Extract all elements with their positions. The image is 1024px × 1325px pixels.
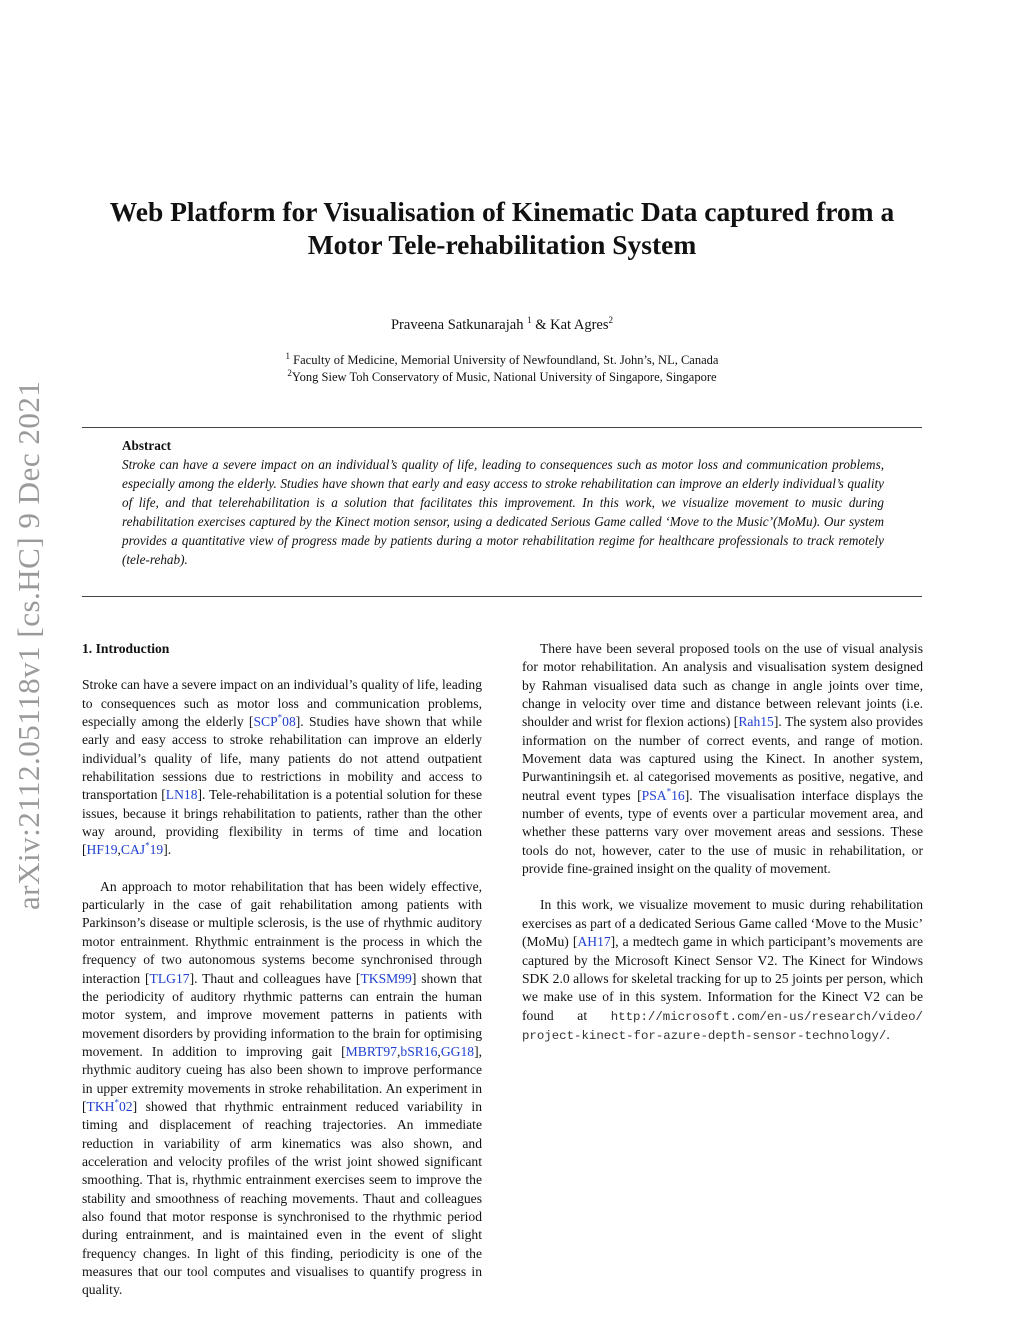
affiliation-1-mark: 1 — [285, 350, 291, 361]
text-span: ]. — [163, 842, 172, 858]
text-span: ], rhythmic auditory cueing has also been shown to improve performance in upper extremity movements in stroke rehabilitation. An experiment in [ — [82, 1043, 482, 1114]
citation-text: 16 — [671, 787, 685, 803]
link-text: project-kinect-for-azure-depth-sensor-technology/ — [522, 1028, 887, 1043]
text-span: . — [886, 1026, 890, 1042]
citation-text: TKH — [86, 1098, 115, 1114]
citation-star: * — [145, 840, 150, 851]
author-1: Praveena Satkunarajah — [390, 317, 524, 333]
intro-paragraph-1 — [82, 676, 482, 859]
citation-bsr16[interactable]: bSR16 — [400, 1043, 438, 1059]
citation-psa16[interactable] — [642, 788, 685, 803]
paper-title — [80, 195, 924, 261]
text-span: ]. The system also provides information on the number of correct events, and range of motion. Movement data was captured using the Kinect. In another system, Purwantiningsih et. al categorised movements as positive, negative, and neutral event types [ — [522, 714, 923, 803]
text-span: , — [437, 1043, 441, 1059]
citation-caj19[interactable] — [121, 842, 163, 857]
right-column-flow — [522, 640, 923, 1045]
intro-paragraph-4 — [522, 896, 923, 1045]
citation-rah15[interactable]: Rah15 — [738, 714, 774, 730]
author-2-affil-mark: 2 — [608, 315, 613, 326]
citation-text: CAJ — [120, 842, 146, 858]
authors — [80, 317, 924, 334]
arxiv-stamp: arXiv:2112.05118v1 [cs.HC] 9 Dec 2021 — [11, 380, 46, 910]
citation-scp08[interactable] — [253, 714, 295, 729]
citation-tksm99[interactable]: TKSM99 — [360, 970, 412, 986]
affiliation-2-mark: 2 — [287, 367, 292, 378]
right-column — [522, 640, 923, 1063]
abstract — [122, 436, 884, 569]
abstract-bottom-rule — [82, 596, 922, 597]
intro-paragraph-3 — [522, 640, 923, 878]
citation-tkh02[interactable] — [87, 1099, 133, 1114]
text-span: , — [117, 842, 121, 858]
title-line-1: Web Platform for Visualisation of Kinematic Data captured from a — [109, 196, 895, 227]
text-span: ]. Thaut and colleagues have [ — [189, 970, 361, 986]
text-span: ], a medtech game in which participant’s movements are captured by the Microsoft Kinect Sensor V2. The Kinect for Windows SDK 2.0 allows for skeletal tracking for up to 25 joints per person, which we make use of in this system. Information for the Kinect V2 can be found at — [522, 934, 923, 1023]
affiliation-2-text: Yong Siew Toh Conservatory of Music, National University of Singapore, Singapore — [291, 370, 717, 384]
citation-tlg17[interactable]: TLG17 — [149, 970, 190, 986]
citation-text: SCP — [253, 714, 278, 730]
text-span: ] showed that rhythmic entrainment reduced variability in timing and displacement of reaching trajectories. An immediate reduction in variability of arm kinematics was also shown, and acceleration and velocity profiles of the wrist joint showed significant smoothing. That is, rhythmic entrainment exercises seem to improve the stability and smoothness of reaching movements. Thaut and colleagues also found that motor response is synchronised to the rhythmic period during entrainment, and is maintained even in the event of slight frequency changes. In light of this finding, periodicity is one of the measures that our tool computes and visualises to quantify progress in quality. — [82, 1098, 482, 1298]
author-2: & Kat Agres — [535, 317, 609, 333]
affiliation-2 — [80, 369, 924, 386]
citation-star: * — [114, 1097, 119, 1108]
left-column — [82, 640, 482, 1318]
link-text: http://microsoft.com/en-us/research/video/ — [610, 1009, 923, 1024]
section-heading-introduction: 1. Introduction — [82, 641, 170, 656]
citation-ln18[interactable]: LN18 — [165, 787, 198, 803]
text-span: An approach to motor rehabilitation that has been widely effective, particularly in the case of gait rehabilitation among patients with Parkinson’s disease or multiple sclerosis, is the use of rhythmic auditory motor entrainment. Rhythmic entrainment is the process in which the frequency of two autonomous systems become synchronised through interaction [ — [82, 878, 482, 986]
text-span: Stroke can have a severe impact on an individual’s quality of life, leading to consequences such as motor loss and communication problems, especially among the elderly [ — [82, 677, 482, 730]
author-1-affil-mark: 1 — [527, 315, 532, 326]
citation-gg18[interactable]: GG18 — [440, 1043, 475, 1059]
text-span: ]. The visualisation interface displays the number of events, type of events over a particular movement area, and whether these patterns vary over movement areas and sessions. These tools do not, however, cater to the use of music in rehabilitation, or provide fine-grained insight on the quality of movement. — [522, 787, 923, 877]
title-line-2: Motor Tele-rehabilitation System — [307, 229, 697, 260]
citation-text: 02 — [118, 1098, 133, 1114]
citation-text: 19 — [149, 842, 164, 858]
affiliations — [80, 352, 924, 386]
citation-text: PSA — [641, 787, 667, 803]
text-span: ] shown that the periodicity of auditory rhythmic patterns can entrain the human motor system, and improve movement patterns in patients with movement disorders by providing information to the brain for optimising movement. In addition to improving gait [ — [82, 970, 482, 1059]
abstract-text: Stroke can have a severe impact on an individual’s quality of life, leading to consequences such as motor loss and communication problems, especially among the elderly. Studies have shown that early and easy access to stroke rehabilitation can improve an elderly individual’s quality of life, and that telerehabilitation is a solution that facilitates this improvement. In this work, we visualize movement to music during rehabilitation exercises captured by the Kinect motion sensor, using a dedicated Serious Game called ‘Move to the Music’(MoMu). Our system provides a quantitative view of progress made by patients during a motor rehabilitation regime for healthcare professionals to track remotely (tele-rehab). — [122, 457, 884, 567]
affiliation-1 — [80, 352, 924, 369]
text-span: ]. Tele-rehabilitation is a potential solution for these issues, because it brings rehabilitation to patients, rather than the other way around, providing flexibility in terms of time and location [ — [82, 787, 482, 858]
citation-star: * — [666, 786, 672, 797]
citation-hf19[interactable]: HF19 — [86, 842, 118, 858]
text-span: In this work, we visualize movement to music during rehabilitation exercises as part of a dedicated Serious Game called ‘Move to the Music’ (MoMu) [ — [522, 897, 923, 950]
text-span: ]. Studies have shown that while early and easy access to stroke rehabilitation can improve an elderly individual’s quality of life, many patients do not attend outpatient rehabilitation sessions due to restrictions in mobility and access to transportation [ — [82, 714, 482, 803]
affiliation-1-text: Faculty of Medicine, Memorial University of Newfoundland, St. John’s, NL, Canada — [293, 353, 719, 367]
intro-paragraph-2 — [82, 878, 482, 1300]
text-span: , — [396, 1043, 401, 1059]
abstract-heading: Abstract — [122, 438, 172, 453]
citation-ah17[interactable]: AH17 — [577, 934, 611, 950]
citation-star: * — [277, 712, 283, 723]
text-span: There have been several proposed tools on the use of visual analysis for motor rehabilitation. An analysis and visualisation system designed by Rahman visualised data such as change in angle joints over time, change in velocity over time and distance between relevant joints (i.e. shoulder and wrist for flexion actions) [ — [522, 641, 923, 730]
citation-text: 08 — [282, 714, 296, 730]
abstract-top-rule — [82, 427, 922, 428]
citation-mbrt97[interactable]: MBRT97 — [345, 1043, 397, 1059]
